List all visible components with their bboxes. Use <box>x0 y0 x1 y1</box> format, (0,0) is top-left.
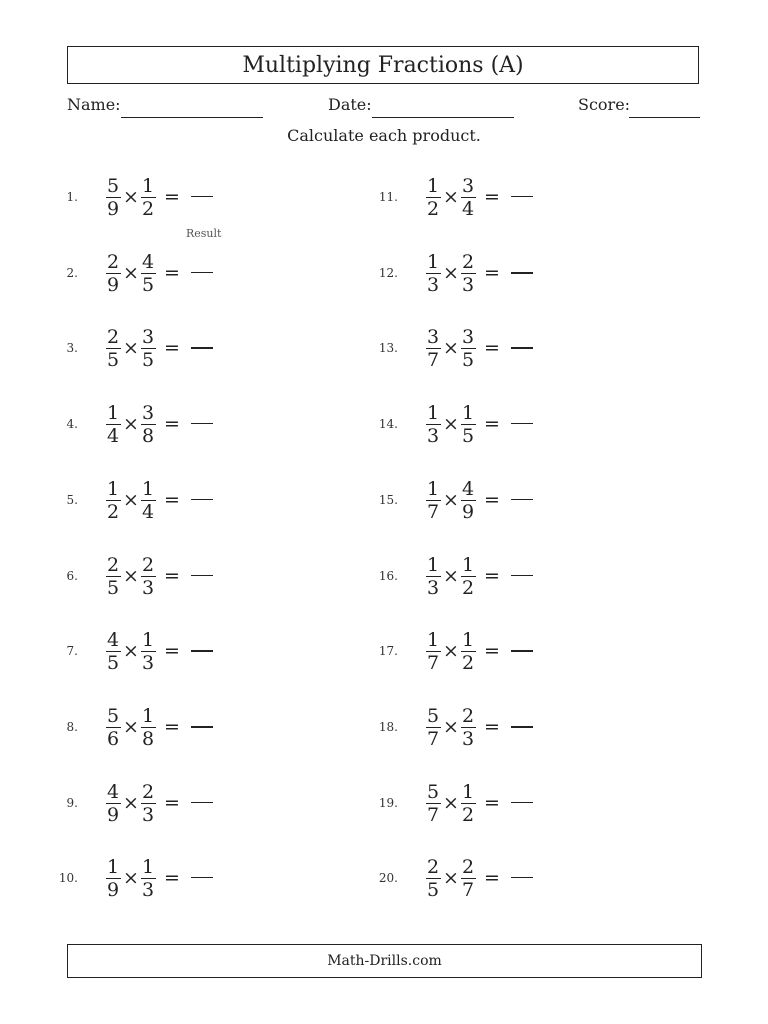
answer-blank[interactable] <box>511 575 533 576</box>
fraction <box>140 323 156 373</box>
denominator: 5 <box>461 424 475 447</box>
problem-6 <box>46 551 346 601</box>
score-label: Score: <box>578 95 631 114</box>
numerator: 1 <box>106 401 120 424</box>
numerator: 1 <box>426 628 440 651</box>
fraction <box>105 475 121 525</box>
denominator: 7 <box>461 878 475 901</box>
problem-11 <box>366 172 666 222</box>
fraction <box>105 702 121 752</box>
fraction <box>425 172 441 222</box>
times-sign: × <box>123 716 139 738</box>
times-sign: × <box>443 489 459 511</box>
times-sign: × <box>123 262 139 284</box>
answer-blank[interactable] <box>191 726 213 728</box>
problem-17 <box>366 626 666 676</box>
answer-blank[interactable] <box>511 650 533 652</box>
problem-2 <box>46 248 346 298</box>
denominator: 5 <box>106 348 120 371</box>
fraction <box>105 399 121 449</box>
fraction <box>460 626 476 676</box>
denominator: 2 <box>461 576 475 599</box>
answer-blank[interactable] <box>511 272 533 274</box>
times-sign: × <box>443 716 459 738</box>
denominator: 7 <box>426 500 440 523</box>
numerator: 2 <box>461 250 475 273</box>
numerator: 5 <box>426 704 440 727</box>
numerator: 5 <box>106 704 120 727</box>
equals-sign: = <box>484 867 500 889</box>
footer <box>67 944 702 978</box>
name-field[interactable] <box>121 117 263 118</box>
score-field[interactable] <box>629 117 700 118</box>
fraction <box>460 702 476 752</box>
denominator: 7 <box>426 727 440 750</box>
numerator: 1 <box>141 477 155 500</box>
problem-number: 15. <box>378 493 398 507</box>
problem-3 <box>46 323 346 373</box>
equals-sign: = <box>164 716 180 738</box>
fraction <box>105 248 121 298</box>
equals-sign: = <box>164 640 180 662</box>
worksheet-title-box <box>67 46 699 84</box>
fraction <box>140 778 156 828</box>
fraction <box>460 399 476 449</box>
fraction <box>105 551 121 601</box>
equals-sign: = <box>164 867 180 889</box>
numerator: 2 <box>141 553 155 576</box>
fraction <box>425 475 441 525</box>
result-label: Result <box>186 227 222 240</box>
denominator: 3 <box>426 273 440 296</box>
denominator: 2 <box>141 197 155 220</box>
fraction <box>140 551 156 601</box>
times-sign: × <box>123 337 139 359</box>
times-sign: × <box>443 186 459 208</box>
fraction <box>460 475 476 525</box>
answer-blank[interactable] <box>191 196 213 197</box>
date-label: Date: <box>328 95 372 114</box>
numerator: 2 <box>141 780 155 803</box>
equals-sign: = <box>484 716 500 738</box>
problem-number: 13. <box>378 341 398 355</box>
fraction <box>460 172 476 222</box>
problem-number: 19. <box>378 796 398 810</box>
numerator: 3 <box>141 325 155 348</box>
numerator: 1 <box>461 553 475 576</box>
problem-13 <box>366 323 666 373</box>
fraction <box>140 248 156 298</box>
problem-15 <box>366 475 666 525</box>
equals-sign: = <box>164 262 180 284</box>
fraction <box>460 551 476 601</box>
numerator: 3 <box>141 401 155 424</box>
problem-20 <box>366 853 666 903</box>
problem-4 <box>46 399 346 449</box>
denominator: 5 <box>426 878 440 901</box>
times-sign: × <box>123 640 139 662</box>
denominator: 7 <box>426 803 440 826</box>
numerator: 1 <box>141 704 155 727</box>
denominator: 3 <box>141 651 155 674</box>
equals-sign: = <box>484 792 500 814</box>
denominator: 9 <box>461 500 475 523</box>
problem-number: 3. <box>66 341 78 355</box>
problem-number: 18. <box>378 720 398 734</box>
denominator: 8 <box>141 727 155 750</box>
problem-number: 20. <box>378 871 398 885</box>
worksheet-title: Multiplying Fractions (A) <box>242 52 524 78</box>
times-sign: × <box>443 413 459 435</box>
numerator: 3 <box>461 325 475 348</box>
fraction <box>140 853 156 903</box>
numerator: 1 <box>461 780 475 803</box>
problem-7 <box>46 626 346 676</box>
answer-blank[interactable] <box>191 575 213 576</box>
numerator: 2 <box>106 325 120 348</box>
fraction <box>460 248 476 298</box>
answer-blank[interactable] <box>191 499 213 500</box>
problem-18 <box>366 702 666 752</box>
numerator: 5 <box>106 174 120 197</box>
numerator: 2 <box>106 553 120 576</box>
times-sign: × <box>123 186 139 208</box>
fraction <box>140 172 156 222</box>
problem-number: 9. <box>66 796 78 810</box>
denominator: 5 <box>141 348 155 371</box>
numerator: 2 <box>426 855 440 878</box>
answer-blank[interactable] <box>511 196 533 197</box>
problem-number: 10. <box>58 871 78 885</box>
denominator: 5 <box>461 348 475 371</box>
answer-blank[interactable] <box>191 347 213 349</box>
equals-sign: = <box>484 489 500 511</box>
numerator: 2 <box>461 855 475 878</box>
denominator: 6 <box>106 727 120 750</box>
fraction <box>105 626 121 676</box>
numerator: 1 <box>426 401 440 424</box>
denominator: 3 <box>141 803 155 826</box>
denominator: 9 <box>106 197 120 220</box>
problem-12 <box>366 248 666 298</box>
fraction <box>425 323 441 373</box>
denominator: 3 <box>141 878 155 901</box>
numerator: 4 <box>141 250 155 273</box>
problem-number: 1. <box>66 190 78 204</box>
equals-sign: = <box>164 413 180 435</box>
problem-16 <box>366 551 666 601</box>
answer-blank[interactable] <box>511 499 533 500</box>
denominator: 7 <box>426 651 440 674</box>
denominator: 8 <box>141 424 155 447</box>
equals-sign: = <box>484 337 500 359</box>
equals-sign: = <box>484 186 500 208</box>
denominator: 3 <box>426 576 440 599</box>
fraction <box>425 248 441 298</box>
numerator: 2 <box>106 250 120 273</box>
numerator: 4 <box>461 477 475 500</box>
problem-number: 8. <box>66 720 78 734</box>
problem-14 <box>366 399 666 449</box>
name-label: Name: <box>67 95 121 114</box>
answer-blank[interactable] <box>191 802 213 803</box>
date-field[interactable] <box>372 117 514 118</box>
denominator: 7 <box>426 348 440 371</box>
problem-number: 14. <box>378 417 398 431</box>
fraction <box>105 853 121 903</box>
equals-sign: = <box>484 262 500 284</box>
problem-number: 17. <box>378 644 398 658</box>
answer-blank[interactable] <box>511 877 533 878</box>
equals-sign: = <box>164 186 180 208</box>
problem-number: 16. <box>378 569 398 583</box>
problem-number: 5. <box>66 493 78 507</box>
denominator: 3 <box>141 576 155 599</box>
problem-number: 6. <box>66 569 78 583</box>
equals-sign: = <box>484 565 500 587</box>
fraction <box>105 323 121 373</box>
fraction <box>460 323 476 373</box>
times-sign: × <box>123 792 139 814</box>
answer-blank[interactable] <box>511 726 533 728</box>
numerator: 2 <box>461 704 475 727</box>
numerator: 1 <box>426 553 440 576</box>
numerator: 1 <box>141 855 155 878</box>
denominator: 5 <box>106 651 120 674</box>
denominator: 5 <box>141 273 155 296</box>
problem-1 <box>46 172 346 222</box>
numerator: 1 <box>426 477 440 500</box>
problem-5 <box>46 475 346 525</box>
times-sign: × <box>443 262 459 284</box>
problem-8 <box>46 702 346 752</box>
denominator: 4 <box>106 424 120 447</box>
fraction <box>425 702 441 752</box>
problem-number: 11. <box>378 190 398 204</box>
fraction <box>460 778 476 828</box>
numerator: 5 <box>426 780 440 803</box>
equals-sign: = <box>484 640 500 662</box>
fraction <box>425 399 441 449</box>
answer-blank[interactable] <box>191 272 213 273</box>
numerator: 3 <box>426 325 440 348</box>
fraction <box>140 702 156 752</box>
answer-blank[interactable] <box>191 877 213 878</box>
denominator: 9 <box>106 803 120 826</box>
instructions: Calculate each product. <box>287 126 481 145</box>
denominator: 9 <box>106 273 120 296</box>
fraction <box>425 626 441 676</box>
fraction <box>105 778 121 828</box>
equals-sign: = <box>164 792 180 814</box>
denominator: 2 <box>106 500 120 523</box>
numerator: 1 <box>461 628 475 651</box>
denominator: 3 <box>461 273 475 296</box>
numerator: 4 <box>106 628 120 651</box>
equals-sign: = <box>164 489 180 511</box>
numerator: 3 <box>461 174 475 197</box>
problem-number: 2. <box>66 266 78 280</box>
denominator: 9 <box>106 878 120 901</box>
equals-sign: = <box>164 337 180 359</box>
problem-number: 12. <box>378 266 398 280</box>
numerator: 1 <box>106 477 120 500</box>
denominator: 3 <box>461 727 475 750</box>
fraction <box>425 778 441 828</box>
problem-19 <box>366 778 666 828</box>
times-sign: × <box>443 337 459 359</box>
footer-text: Math-Drills.com <box>327 953 442 969</box>
denominator: 2 <box>426 197 440 220</box>
numerator: 1 <box>426 250 440 273</box>
denominator: 4 <box>461 197 475 220</box>
equals-sign: = <box>164 565 180 587</box>
answer-blank[interactable] <box>511 802 533 803</box>
numerator: 1 <box>426 174 440 197</box>
fraction <box>140 475 156 525</box>
fraction <box>425 853 441 903</box>
times-sign: × <box>443 867 459 889</box>
problem-10 <box>46 853 346 903</box>
answer-blank[interactable] <box>511 423 533 424</box>
numerator: 1 <box>141 628 155 651</box>
problem-number: 7. <box>66 644 78 658</box>
times-sign: × <box>123 867 139 889</box>
numerator: 1 <box>141 174 155 197</box>
fraction <box>105 172 121 222</box>
times-sign: × <box>443 640 459 662</box>
answer-blank[interactable] <box>191 423 213 424</box>
denominator: 5 <box>106 576 120 599</box>
denominator: 4 <box>141 500 155 523</box>
answer-blank[interactable] <box>191 650 213 652</box>
denominator: 2 <box>461 651 475 674</box>
fraction <box>140 626 156 676</box>
times-sign: × <box>123 565 139 587</box>
numerator: 1 <box>106 855 120 878</box>
fraction <box>460 853 476 903</box>
numerator: 1 <box>461 401 475 424</box>
fraction <box>425 551 441 601</box>
equals-sign: = <box>484 413 500 435</box>
times-sign: × <box>123 489 139 511</box>
times-sign: × <box>123 413 139 435</box>
times-sign: × <box>443 792 459 814</box>
numerator: 4 <box>106 780 120 803</box>
problem-9 <box>46 778 346 828</box>
student-info-row <box>0 95 768 121</box>
times-sign: × <box>443 565 459 587</box>
fraction <box>140 399 156 449</box>
denominator: 3 <box>426 424 440 447</box>
denominator: 2 <box>461 803 475 826</box>
answer-blank[interactable] <box>511 347 533 349</box>
problem-number: 4. <box>66 417 78 431</box>
